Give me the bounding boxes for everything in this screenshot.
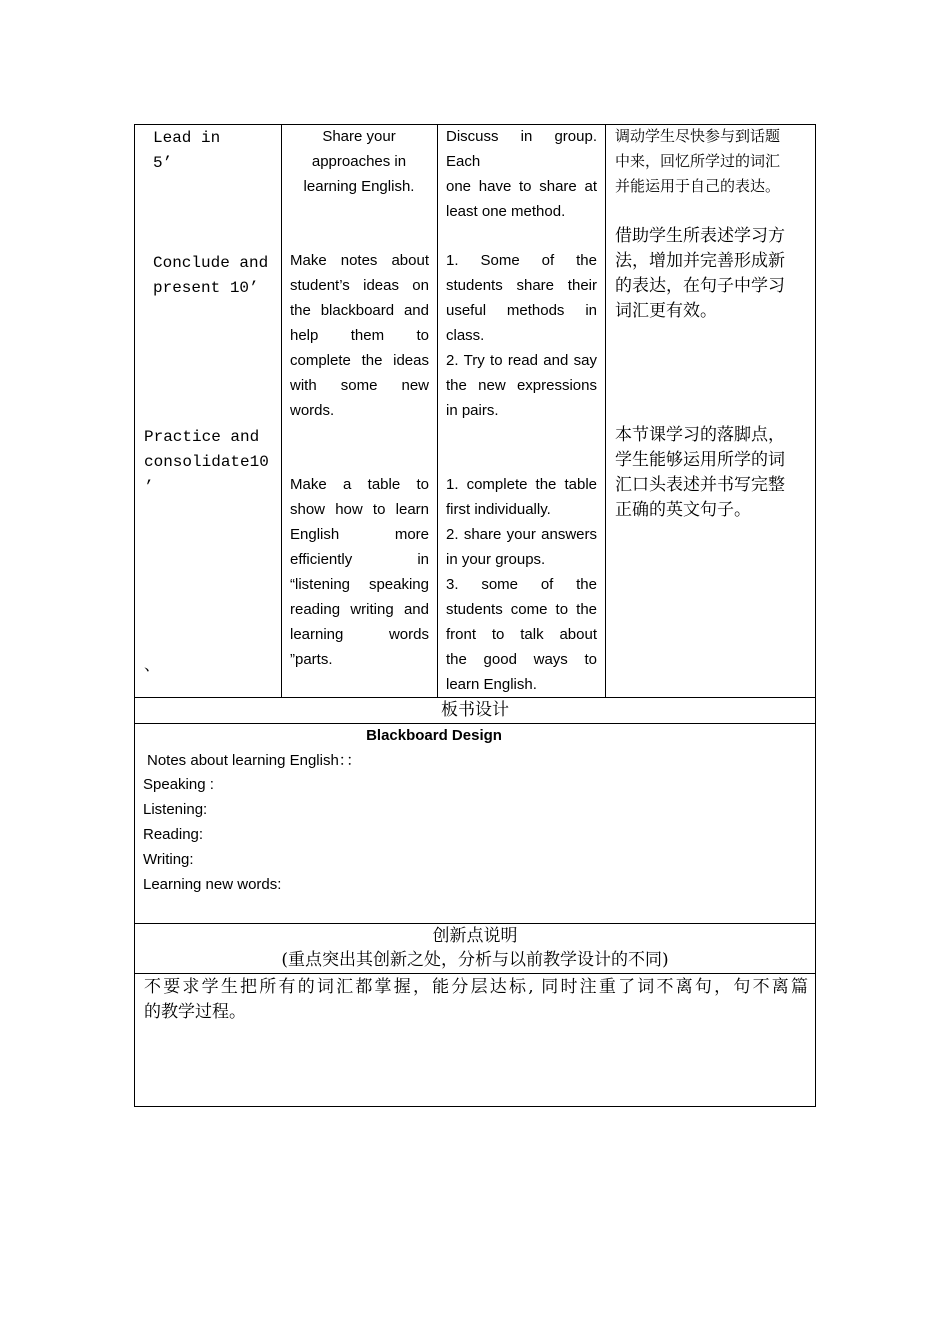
purpose-line: 本节课学习的落脚点， [615, 425, 785, 445]
student-line: 1. Some of the [446, 252, 597, 269]
column-divider-2 [437, 124, 438, 698]
stage-conclude [153, 251, 278, 301]
purpose-line: 并能运用于自己的表达。 [615, 177, 781, 195]
student-line: first individually. [446, 501, 551, 518]
stage-line: consolidate10 [144, 453, 269, 471]
teacher-practice [290, 472, 429, 672]
teacher-line: Make a table to [290, 476, 429, 493]
student-line: the new expressions [446, 377, 597, 394]
purpose-line: 法，增加并完善形成新 [615, 251, 785, 271]
stage-line: ’ [144, 478, 154, 496]
teacher-line: English more [290, 526, 429, 543]
teacher-line: reading writing and [290, 601, 429, 618]
stage-line: Conclude and [153, 254, 269, 272]
student-line: 1. complete the table [446, 476, 597, 493]
student-lead-in [446, 124, 597, 224]
purpose-line: 调动学生尽快参与到话题 [615, 127, 781, 145]
purpose-line: 的表达，在句子中学习 [615, 276, 785, 296]
stage-line: present 10’ [153, 279, 259, 297]
purpose-lead-in [615, 124, 810, 199]
teacher-line: words. [290, 402, 335, 419]
purpose-practice [615, 423, 810, 523]
board-item: Learning new words: [143, 876, 282, 893]
student-line: 2. share your answers [446, 526, 597, 543]
board-notes-label: Notes about learning English：： [147, 752, 362, 769]
student-line: 2. Try to read and say [446, 352, 597, 369]
teacher-line: help them to [290, 327, 429, 344]
student-practice [446, 472, 597, 697]
student-line: students share their [446, 277, 597, 294]
teacher-line: approaches in [311, 153, 407, 170]
purpose-line: 学生能够运用所学的词 [615, 450, 785, 470]
table-bottom-border [134, 1106, 816, 1107]
student-line: front to talk about [446, 626, 597, 643]
board-heading: 板书设计 [441, 700, 509, 720]
teacher-line: “listening speaking [290, 576, 429, 593]
student-line: Discuss in group. Each [446, 128, 597, 170]
column-divider-1 [281, 124, 282, 698]
board-item: Reading: [143, 826, 204, 843]
student-line: in your groups. [446, 551, 546, 568]
teacher-line: complete the ideas [290, 352, 429, 369]
student-line: one have to share at [446, 178, 597, 195]
innovation-line: 不要求学生把所有的词汇都掌握，能分层达标, 同时注重了词不离句，句不离篇 [144, 977, 808, 997]
purpose-line: 正确的英文句子。 [615, 500, 751, 520]
teacher-line: learning words [290, 626, 429, 643]
teacher-line: ”parts. [290, 651, 333, 668]
teacher-line: efficiently in [290, 551, 429, 568]
purpose-line: 中来，回忆所学过的词汇 [615, 152, 781, 170]
teacher-line: Share your [322, 128, 396, 145]
teacher-line: student’s ideas on [290, 277, 429, 294]
innovation-subheading: (重点突出其创新之处，分析与以前教学设计的不同) [281, 950, 669, 970]
column-divider-3 [605, 124, 606, 698]
stage-line: Practice and [144, 428, 260, 446]
student-line: 3. some of the [446, 576, 597, 593]
teacher-conclude [290, 248, 429, 423]
teacher-lead-in [286, 124, 432, 199]
purpose-line: 汇口头表述并书写完整 [615, 475, 785, 495]
teacher-line: with some new [290, 377, 429, 394]
student-line: learn English. [446, 676, 537, 693]
stage-practice [144, 425, 279, 500]
board-title: Blackboard Design [366, 727, 502, 744]
teacher-line: learning English. [303, 178, 415, 195]
purpose-line: 词汇更有效。 [615, 301, 717, 321]
teacher-line: the blackboard and [290, 302, 429, 319]
board-item: Listening: [143, 801, 208, 818]
student-line: in pairs. [446, 402, 499, 419]
board-item: Speaking : [143, 776, 214, 793]
stage-lead-in [153, 126, 278, 176]
stage-line: 5’ [153, 154, 173, 172]
board-item: Writing: [143, 851, 194, 868]
student-line: class. [446, 327, 485, 344]
purpose-line: 借助学生所表述学习方 [615, 226, 785, 246]
purpose-conclude [615, 224, 810, 324]
row-divider-innovation-body [134, 973, 816, 974]
teacher-line: Make notes about [290, 252, 429, 269]
student-line: useful methods in [446, 302, 597, 319]
board-list [143, 772, 743, 897]
innovation-line: 的教学过程。 [144, 1002, 246, 1022]
teacher-line: show how to learn [290, 501, 429, 518]
student-conclude [446, 248, 597, 423]
innovation-body [144, 975, 808, 1025]
innovation-heading: 创新点说明 [432, 926, 518, 946]
stage-line: Lead in [153, 129, 221, 147]
student-line: the good ways to [446, 651, 597, 668]
student-line: students come to the [446, 601, 597, 618]
student-line: least one method. [446, 203, 566, 220]
stage-mark: 、 [144, 655, 161, 674]
